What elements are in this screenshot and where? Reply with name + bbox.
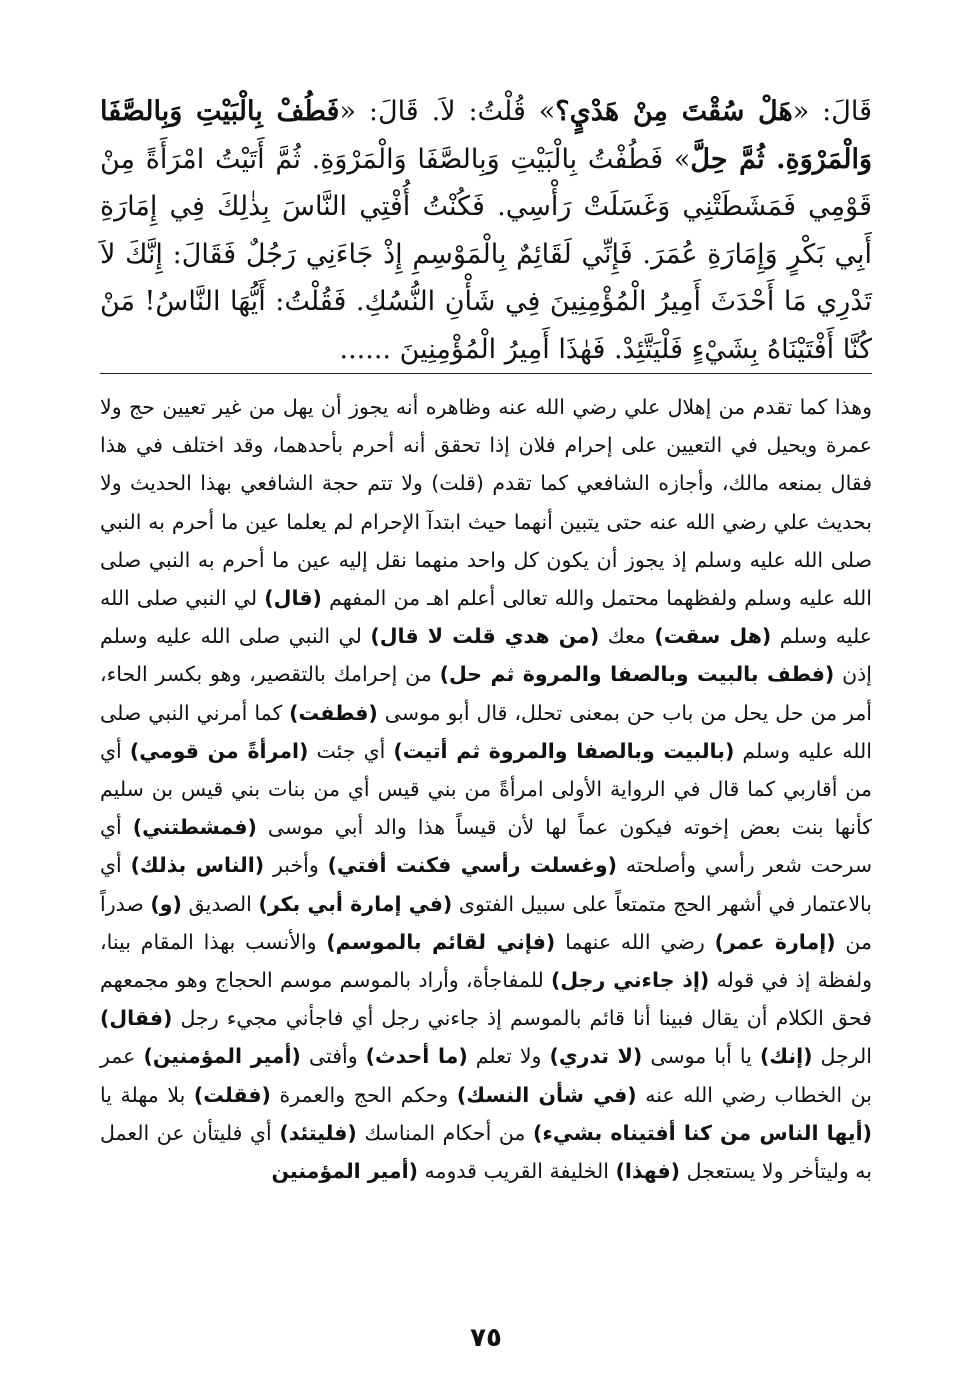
footnote-divider — [100, 373, 872, 374]
commentary-segment: (هل سقت) — [654, 624, 772, 649]
hadith-segment: » فَطُفْتُ بِالْبَيْتِ وَبِالصَّفَا وَالْمَرْوَةِ. ثُمَّ أَتَيْتُ امْرَأَةً مِنْ قَوْمِي فَمَشَطَتْنِي وَغَسَلَتْ رَأْسِي. فَكُنْتُ أُفْتِي النَّاسَ بِذٰلِكَ فِي إِمَارَةِ أَبِي بَكْرٍ وَإِمَارَةِ عُمَرَ. فَإِنِّي لَقَائِمٌ بِالْمَوْسِمِ إِذْ جَاءَنِي رَجُلٌ فَقَالَ: إِنَّكَ لاَ تَدْرِي مَا أَحْدَثَ أَمِيرُ الْمُؤْمِنِينَ فِي شَأْنِ النُّسُكِ. فَقُلْتُ: أَيُّهَا النَّاسُ! مَنْ كُنَّا أَفْتَيْنَاهُ بِشَيْءٍ فَلْيَتَّئِدْ. فَهٰذَا أَمِيرُ الْمُؤْمِنِينَ ...... — [100, 143, 872, 365]
commentary-segment: وهذا كما تقدم من إهلال علي رضي الله عنه وظاهره أنه يجوز أن يهل من غير تعيين حج ولا عمرة ويحيل في التعيين على إحرام فلان إذا تحقق أنه أحرم بأحدهما، وقد اختلف في هذا فقال بمنعه مالك، وأجازه الشافعي كما تقدم (قلت) ولا تتم حجة الشافعي بهذا الحديث ولا بحديث علي رضي الله عنه حتى يتبين أنهما حيث ابتدآ الإحرام لم يعلما عين ما أحرم به النبي صلى الله عليه وسلم إذ يجوز أن يكون كل واحد منهما نقل إليه عين ما أحرم به النبي صلى الله عليه وسلم ولفظهما محتمل والله تعالى أعلم اهـ من المفهم — [100, 395, 872, 611]
commentary-segment: (ما أحدث) — [365, 1044, 468, 1069]
commentary-text — [100, 388, 872, 1190]
commentary-segment: (في إمارة أبي بكر) — [258, 891, 453, 916]
commentary-segment: وأفتى — [300, 1044, 366, 1069]
hadith-segment: قَالَ: « — [792, 96, 872, 127]
commentary-segment: للمفاجأة، وأراد بالموسم موسم الحجاج وهو مجمعهم فحق الكلام أن يقال فبينا أنا قائم بالموسم إذ جاءني رجل أي فاجأني مجيء رجل — [100, 968, 872, 1031]
commentary-segment: (إذ جاءني رجل) — [551, 968, 710, 993]
commentary-segment: أي سرحت شعر رأسي وأصلحته — [100, 815, 872, 878]
hadith-segment: » قُلْتُ: لاَ. قَالَ: « — [339, 96, 556, 127]
commentary-segment: (فطف بالبيت وبالصفا والمروة ثم حل) — [439, 662, 835, 687]
commentary-segment: صدراً من — [100, 891, 872, 954]
commentary-segment: أي بالاعتمار في أشهر الحج متمتعاً على سبيل الفتوى — [100, 853, 872, 916]
commentary-segment: (فطفت) — [289, 700, 378, 725]
commentary-segment: (فليتئد) — [279, 1120, 357, 1145]
commentary-segment: (لا تدري) — [549, 1044, 643, 1069]
commentary-segment: أي من أقاربي كما قال في الرواية الأولى امرأةً من بني قيس أي من بنات بني قيس بن سليم كأنها بنت بعض إخوته فيكون عماً لها لأن قيساً هذا والد أبي موسى — [100, 738, 872, 840]
hadith-segment: هَلْ سُقْتَ مِنْ هَدْيٍ؟ — [555, 96, 793, 127]
hadith-segment: فَطُفْ بِالْبَيْتِ وَبِالصَّفَا وَالْمَرْوَةِ. ثُمَّ حِلَّ — [100, 96, 873, 175]
commentary-segment: أي فليتأن عن العمل به وليتأخر ولا يستعجل — [100, 1120, 872, 1184]
commentary-segment: (فقلت) — [193, 1082, 271, 1107]
commentary-segment: (وغسلت رأسي فكنت أفتي) — [327, 853, 617, 878]
commentary-segment: من أحكام المناسك — [356, 1120, 533, 1145]
commentary-segment: ولا تعلم — [467, 1044, 550, 1069]
commentary-segment: (من هدي قلت لا قال) — [370, 624, 600, 649]
commentary-segment: (في شأن النسك) — [456, 1082, 637, 1107]
hadith-text — [100, 88, 872, 373]
commentary-segment: وأخبر — [264, 853, 328, 878]
commentary-segment: كما أمرني النبي صلى الله عليه وسلم — [100, 700, 872, 763]
commentary-segment: (إنك) — [759, 1044, 813, 1069]
commentary-segment: (فمشطتني) — [132, 815, 257, 840]
commentary-segment: (فهذا) — [615, 1159, 681, 1184]
book-page — [100, 88, 873, 1353]
commentary-segment: والأنسب بهذا المقام بينا، ولفظة إذ في قوله — [100, 929, 873, 993]
commentary-segment: (بالبيت وبالصفا والمروة ثم أتيت) — [393, 738, 735, 763]
commentary-segment: (أمير المؤمنين) — [143, 1044, 301, 1069]
commentary-segment: يا أبا موسى — [642, 1044, 760, 1069]
commentary-segment: لي النبي صلى الله عليه وسلم إذن — [100, 624, 872, 687]
commentary-segment: عمر بن الخطاب رضي الله عنه — [100, 1044, 873, 1107]
commentary-segment: معك — [599, 624, 655, 649]
commentary-segment: الصديق — [181, 891, 259, 916]
commentary-segment: (إمارة عمر) — [714, 929, 836, 954]
commentary-segment: (و) — [150, 891, 182, 916]
commentary-segment: (أيها الناس من كنا أفتيناه بشيء) — [533, 1120, 872, 1145]
commentary-segment: بلا مهلة يا — [100, 1082, 194, 1107]
commentary-segment: رضي الله عنهما — [555, 929, 715, 954]
commentary-segment: (امرأةً من قومي) — [129, 738, 309, 763]
commentary-segment: من إحرامك بالتقصير، وهو بكسر الحاء، أمر من حل يحل من باب حن بمعنى تحلل، قال أبو موسى — [100, 662, 872, 725]
commentary-segment: (أمير المؤمنين — [271, 1159, 419, 1184]
commentary-segment: أي جئت — [308, 738, 394, 763]
commentary-segment: (الناس بذلك) — [130, 853, 265, 878]
commentary-segment: الرجل — [812, 1044, 872, 1069]
page-number: ٧٥ — [470, 1323, 502, 1353]
commentary-segment: لي النبي صلى الله عليه وسلم — [100, 586, 872, 649]
commentary-segment: الخليفة القريب قدومه — [418, 1159, 616, 1184]
commentary-segment: (فقال) — [100, 1006, 173, 1031]
commentary-segment: (فإني لقائم بالموسم) — [326, 929, 556, 954]
commentary-segment: (قال) — [264, 586, 322, 611]
commentary-segment: وحكم الحج والعمرة — [270, 1082, 457, 1107]
